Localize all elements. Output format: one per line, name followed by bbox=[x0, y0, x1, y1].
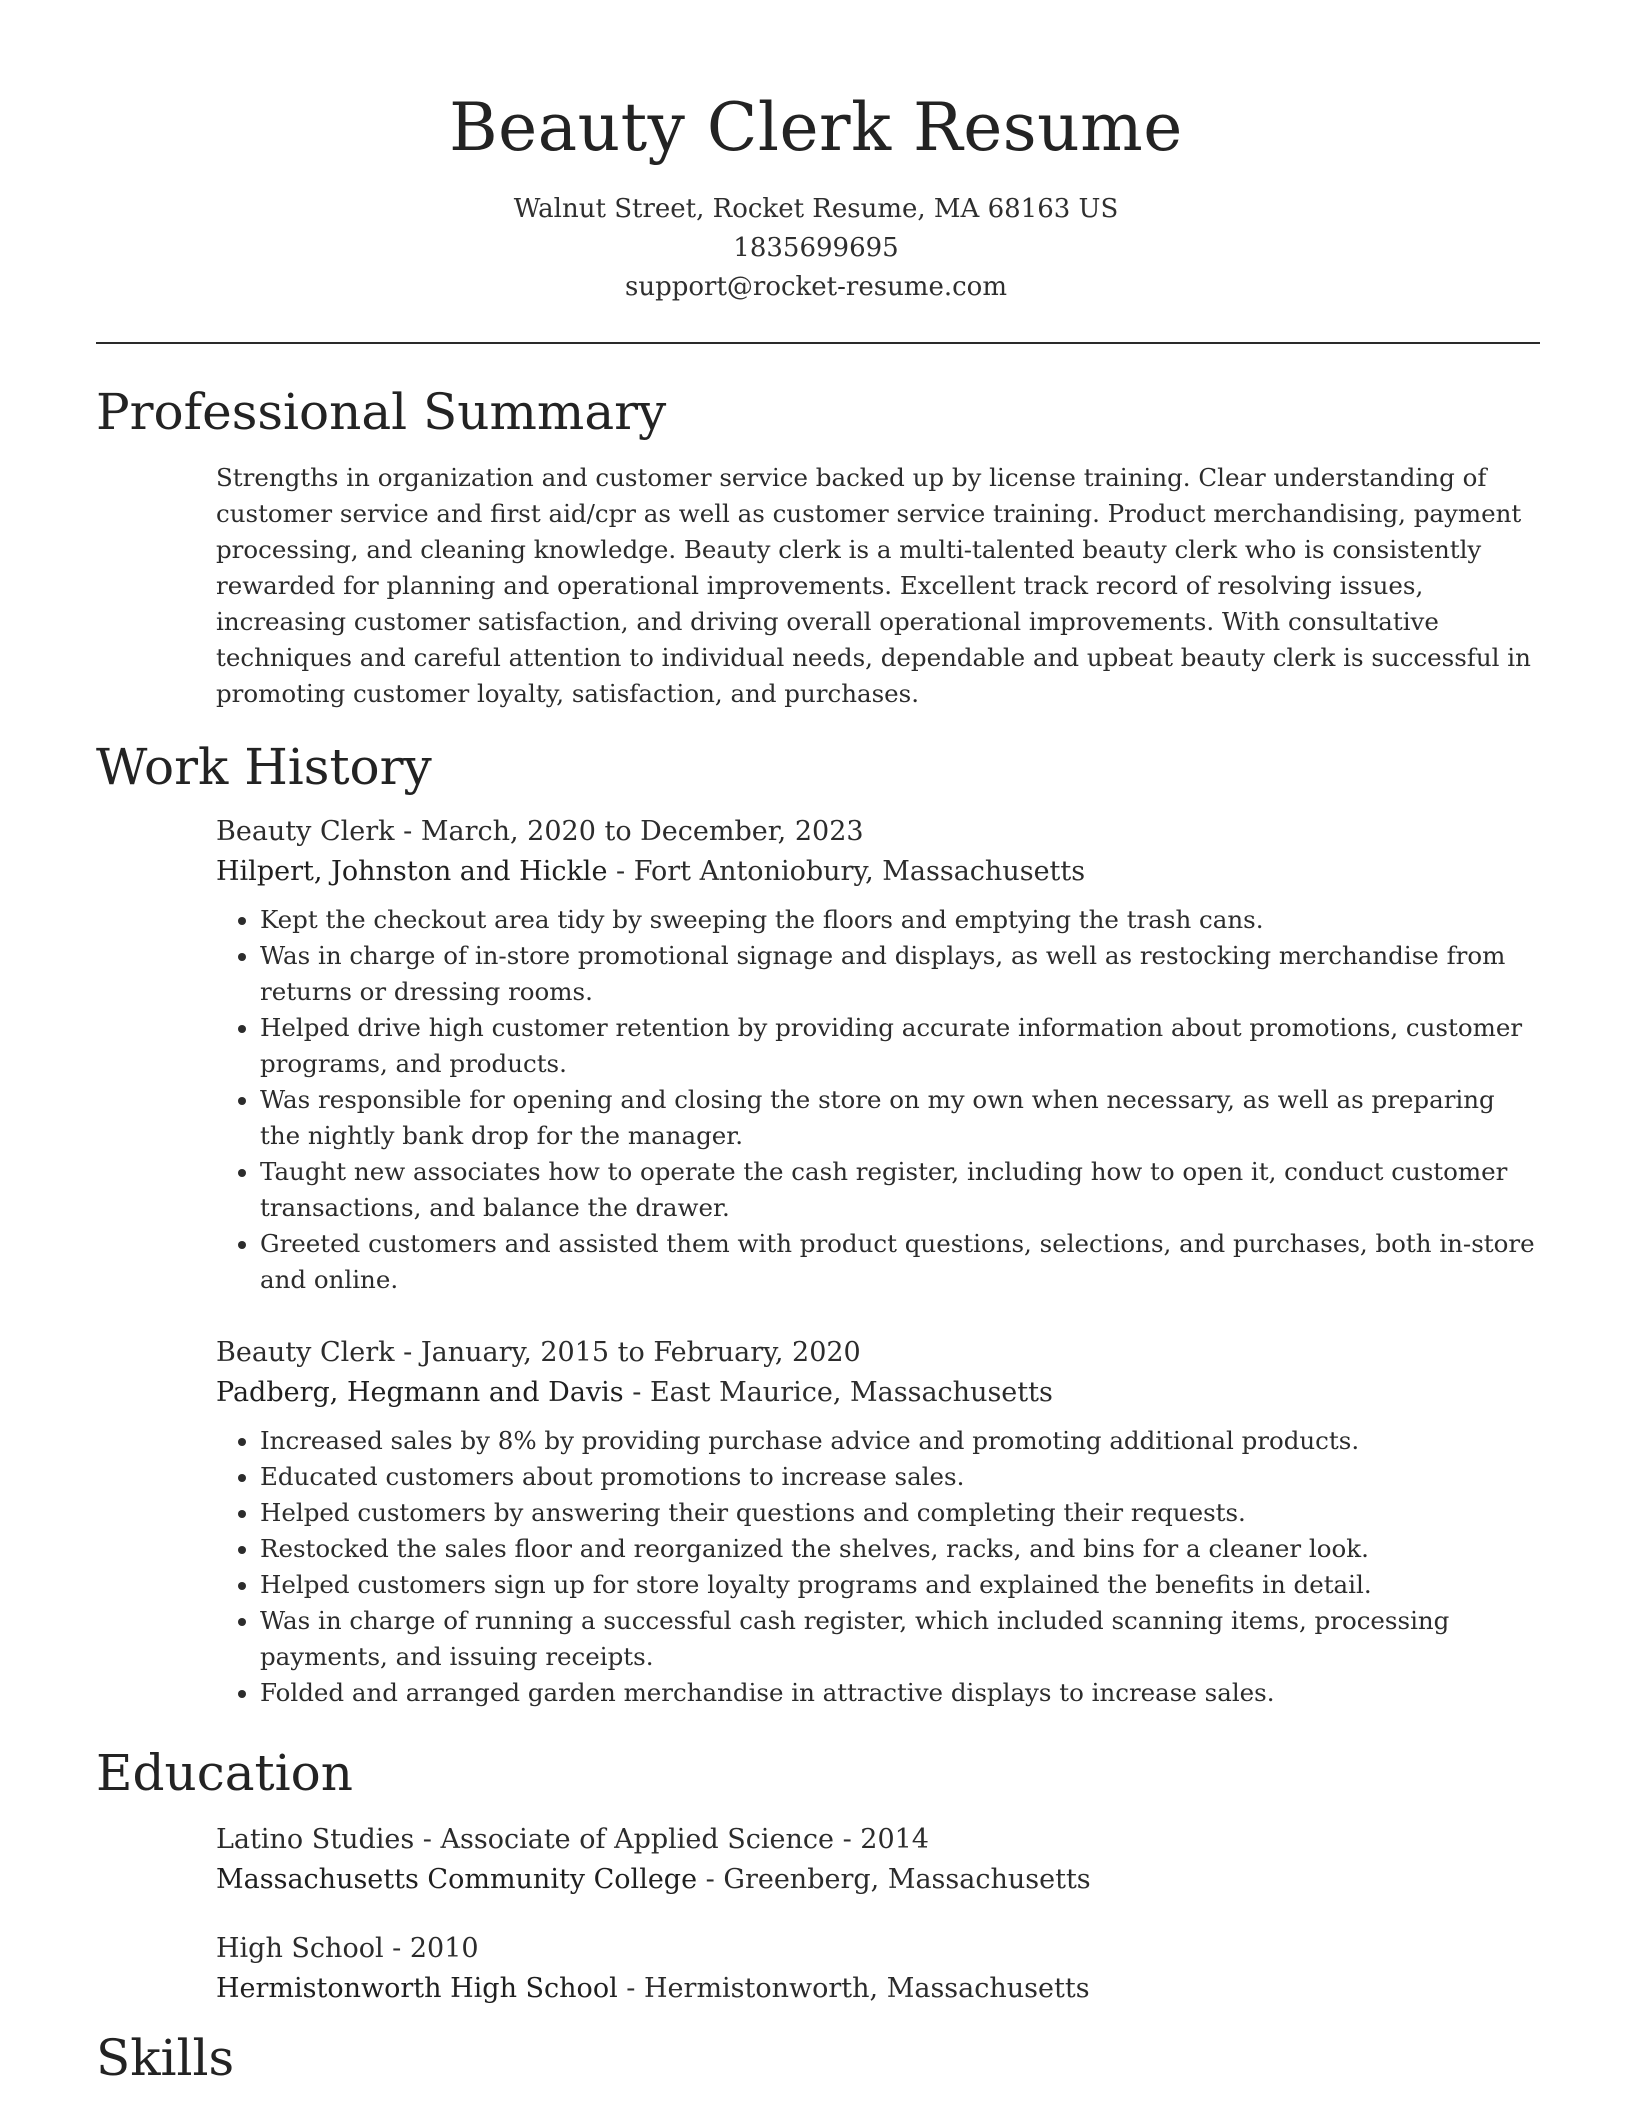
education-entry bbox=[216, 1929, 1540, 2009]
job-bullet: • Helped customers by answering their questions and completing their requests. bbox=[260, 1495, 1540, 1531]
resume-title: Beauty Clerk Resume bbox=[449, 89, 1183, 166]
job-title: Beauty Clerk bbox=[216, 816, 395, 847]
job-location: East Maurice, Massachusetts bbox=[649, 1377, 1053, 1408]
education-school-line: Hermistonworth High School - Hermistonworth, Massachusetts bbox=[216, 1973, 1090, 2004]
education-school: Hermistonworth High School bbox=[216, 1973, 618, 2004]
section-title-summary: Professional Summary bbox=[96, 383, 667, 441]
job-bullet: • Taught new associates how to operate the cash register, including how to open it, conduct customer transactions, and balance the drawer. bbox=[260, 1154, 1540, 1226]
education-school-line: Massachusetts Community College - Greenberg, Massachusetts bbox=[216, 1864, 1091, 1895]
contact-block bbox=[0, 190, 1632, 307]
job-bullet: • Educated customers about promotions to increase sales. bbox=[260, 1459, 1540, 1495]
education-degree-line: Latino Studies - Associate of Applied Science - 2014 bbox=[216, 1824, 929, 1855]
job-company-line: Padberg, Hegmann and Davis - East Maurice, Massachusetts bbox=[216, 1377, 1053, 1408]
job-bullet: • Kept the checkout area tidy by sweeping the floors and emptying the trash cans. bbox=[260, 902, 1540, 938]
contact-email: support@rocket-resume.com bbox=[624, 272, 1007, 302]
job-bullet: • Restocked the sales floor and reorganized the shelves, racks, and bins for a cleaner look. bbox=[260, 1531, 1540, 1567]
job-title-line: Beauty Clerk - March, 2020 to December, 2023 bbox=[216, 816, 864, 847]
job-company: Hilpert, Johnston and Hickle bbox=[216, 856, 608, 887]
section-title-education: Education bbox=[96, 1744, 353, 1802]
education-entry bbox=[216, 1820, 1540, 1900]
job-company: Padberg, Hegmann and Davis bbox=[216, 1377, 624, 1408]
job-entry bbox=[216, 812, 1540, 1298]
summary-text: Strengths in organization and customer service backed up by license training. Clear understanding of customer service and first aid/cpr as well as customer service training. Product merchandising, payment processing, and cleaning knowledge. Beauty clerk is a multi-talented beauty clerk who is consistently rewarded for planning and operational improvements. Excellent track record of resolving issues, increasing customer satisfaction, and driving overall operational improvements. With consultative techniques and careful attention to individual needs, dependable and upbeat beauty clerk is successful in promoting customer loyalty, satisfaction, and purchases. bbox=[216, 463, 1531, 708]
job-entry bbox=[216, 1333, 1540, 1711]
section-title-skills: Skills bbox=[96, 2029, 235, 2087]
header-divider bbox=[96, 342, 1540, 344]
job-bullet: • Was in charge of in-store promotional signage and displays, as well as restocking merchandise from returns or dressing rooms. bbox=[260, 938, 1540, 1010]
education-school: Massachusetts Community College bbox=[216, 1864, 698, 1895]
job-bullet: • Increased sales by 8% by providing purchase advice and promoting additional products. bbox=[260, 1423, 1540, 1459]
job-title-line: Beauty Clerk - January, 2015 to February, 2020 bbox=[216, 1337, 861, 1368]
education-location: Hermistonworth, Massachusetts bbox=[644, 1973, 1090, 2004]
job-bullets bbox=[216, 1423, 1540, 1711]
job-bullet: • Greeted customers and assisted them with product questions, selections, and purchases, both in-store and online. bbox=[260, 1226, 1540, 1298]
job-bullet: • Helped drive high customer retention by providing accurate information about promotions, customer programs, and products. bbox=[260, 1010, 1540, 1082]
resume-header bbox=[0, 0, 1632, 307]
education-location: Greenberg, Massachusetts bbox=[723, 1864, 1091, 1895]
summary-section bbox=[216, 460, 1540, 712]
job-title: Beauty Clerk bbox=[216, 1337, 395, 1368]
job-bullets bbox=[216, 902, 1540, 1298]
job-dates: March, 2020 to December, 2023 bbox=[420, 816, 864, 847]
job-dates: January, 2015 to February, 2020 bbox=[420, 1337, 861, 1368]
education-degree-line: High School - 2010 bbox=[216, 1933, 479, 1964]
job-bullet: • Was responsible for opening and closing the store on my own when necessary, as well as preparing the nightly bank drop for the manager. bbox=[260, 1082, 1540, 1154]
job-bullet: • Helped customers sign up for store loyalty programs and explained the benefits in detail. bbox=[260, 1567, 1540, 1603]
job-location: Fort Antoniobury, Massachusetts bbox=[633, 856, 1086, 887]
job-bullet: • Folded and arranged garden merchandise in attractive displays to increase sales. bbox=[260, 1675, 1540, 1711]
job-company-line: Hilpert, Johnston and Hickle - Fort Antoniobury, Massachusetts bbox=[216, 856, 1086, 887]
contact-phone: 1835699695 bbox=[733, 233, 899, 263]
section-title-work: Work History bbox=[96, 738, 432, 796]
job-bullet: • Was in charge of running a successful cash register, which included scanning items, processing payments, and issuing receipts. bbox=[260, 1603, 1540, 1675]
contact-address: Walnut Street, Rocket Resume, MA 68163 US bbox=[513, 194, 1119, 224]
